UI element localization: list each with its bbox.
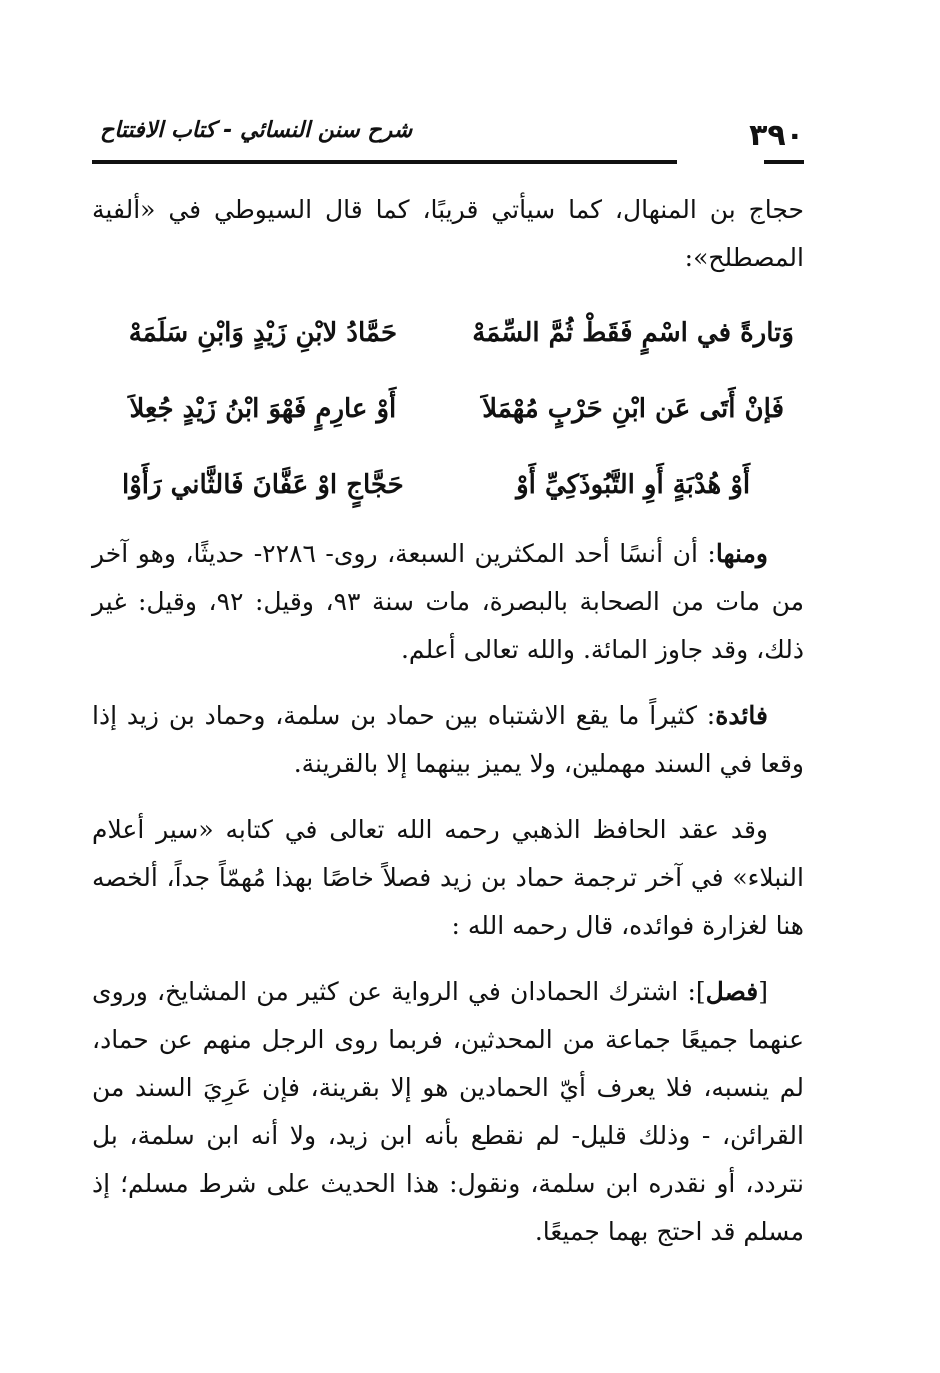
paragraph-lead: فائدة bbox=[715, 701, 768, 730]
page-header bbox=[92, 118, 804, 168]
paragraph-lead: فصل bbox=[705, 977, 759, 1006]
verse-first-hemistich: وَتارةً في اسْمٍ فَقَطْ ثُمَّ السِّمَهْ bbox=[472, 318, 794, 348]
paragraph-text: : أن أنسًا أحد المكثرين السبعة، روى- ٢٢٨٦- حديثًا، وهو آخر من مات من الصحابة بالبصرة، مات سنة ٩٣، وقيل: ٩٢، وقيل: غير ذلك، وقد جاوز المائة. والله تعالى أعلم. bbox=[92, 539, 804, 664]
page-body bbox=[92, 186, 804, 1274]
paragraph-fasl bbox=[92, 968, 804, 1256]
paragraph-lead: ومنها bbox=[715, 539, 769, 568]
bracket-open: [ bbox=[758, 977, 768, 1006]
running-title: شرح سنن النسائي - كتاب الافتتاح bbox=[100, 118, 413, 143]
verse-block bbox=[92, 300, 804, 518]
paragraph-anas bbox=[92, 530, 804, 674]
header-rule-short bbox=[764, 160, 804, 164]
verse-second-hemistich: حَمَّادُ لابْنِ زَيْدٍ وَابْنِ سَلَمَهْ bbox=[128, 318, 398, 348]
verse-line bbox=[92, 376, 804, 442]
verse-first-hemistich: أَوْ هُدْبَةٍ أَوِ التَّبُوذَكِيِّ أَوْ bbox=[516, 470, 751, 500]
verse-first-hemistich: فَإنْ أَتَى عَن ابْنِ حَرْبٍ مُهْمَلاَ bbox=[482, 394, 784, 424]
paragraph-text: : كثيراً ما يقع الاشتباه بين حماد بن سلمة، وحماد بن زيد إذا وقعا في السند مهملين، ولا يميز بينهما إلا بالقرينة. bbox=[92, 701, 804, 778]
page-number: ٣٩٠ bbox=[749, 118, 804, 153]
verse-second-hemistich: حَجَّاجٍ اوْ عَفَّانَ فَالثَّاني رَأَوْا bbox=[122, 470, 404, 500]
verse-second-hemistich: أَوْ عارِمٍ فَهْوَ ابْنُ زَيْدٍ جُعِلاَ bbox=[129, 394, 397, 424]
verse-line bbox=[92, 300, 804, 366]
paragraph-intro: حجاج بن المنهال، كما سيأتي قريبًا، كما قال السيوطي في «ألفية المصطلح»: bbox=[92, 195, 804, 272]
verse-line bbox=[92, 452, 804, 518]
bracket-close: ] bbox=[695, 977, 706, 1006]
paragraph-dhahabi: وقد عقد الحافظ الذهبي رحمه الله تعالى في كتابه «سير أعلام النبلاء» في آخر ترجمة حماد بن زيد فصلاً خاصًا بهذا مُهمّاً جداً، ألخصه هنا لغزارة فوائده، قال رحمه الله : bbox=[92, 815, 804, 940]
header-rule bbox=[92, 160, 677, 164]
paragraph-text: : اشترك الحمادان في الرواية عن كثير من المشايخ، وروى عنهما جميعًا جماعة من المحدثين، فربما روى الرجل منهم عن حماد، لم ينسبه، فلا يعرف أيّ الحمادين هو إلا بقرينة، فإن عَرِيَ السند من القرائن، - وذلك قليل- لم نقطع بأنه ابن زيد، ولا أنه ابن سلمة، بل نتردد، أو نقدره ابن سلمة، ونقول: هذا الحديث على شرط مسلم؛ إذ مسلم قد احتج بهما جميعًا. bbox=[92, 977, 805, 1246]
paragraph-faida bbox=[92, 692, 804, 788]
